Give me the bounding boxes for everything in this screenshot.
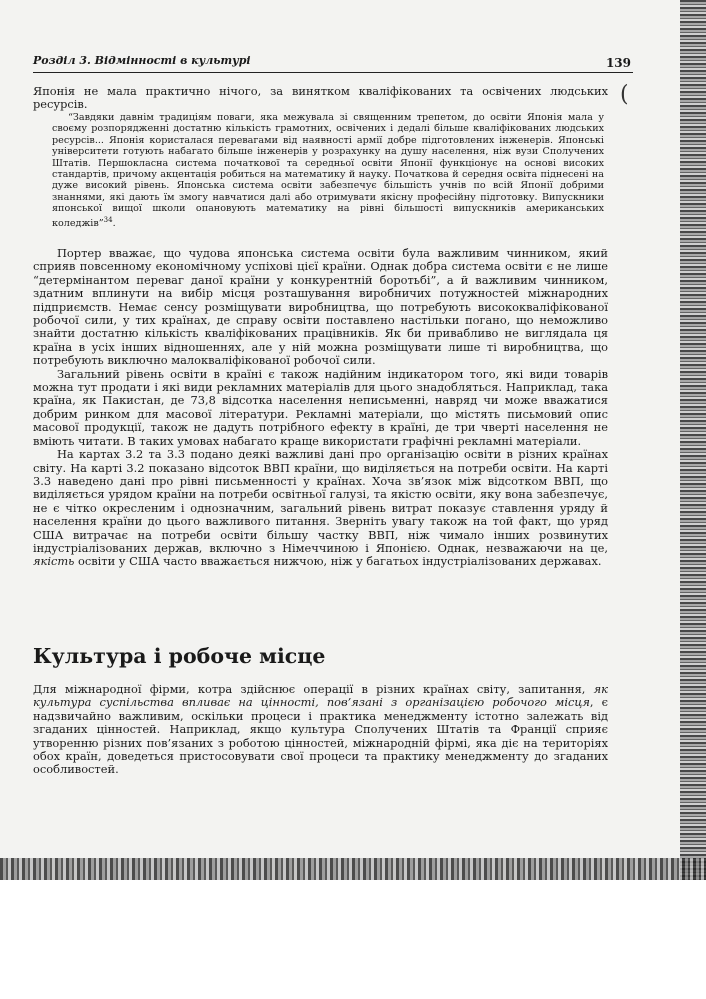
footnote-ref: 34 (103, 215, 113, 224)
page-number: 139 (605, 56, 631, 70)
intro-paragraph (33, 85, 608, 112)
margin-pencil-mark: ( (620, 82, 629, 107)
paragraph-maps-end: освіти у США часто вважається нижчою, ніж у багатьох індустріалізованих державах. (74, 554, 602, 569)
paragraph-maps-text: На картах 3.2 та 3.3 подано деякі важливі дані про організацію освіти в різних країнах світу. На карті 3.2 показано відсоток ВВП країни, що виділяється на потреби освіти. На карті 3.3 наведено дані про рівні письменності у країнах. Хоча зв’язок між відсотком ВВП, що виділяється урядом країни на потреби освітньої галузі, та якістю освіти, яку вона забезпечує, не є чітко окресленим і однозначним, загальний рівень витрат показує ставлення уряду й населення країни до цього важливого питання. Зверніть увагу також на той факт, що уряд США витрачає на потреби освіти більшу частку ВВП, ніж чимало інших розвинутих індустріалізованих держав, включно з Німеччиною і Японією. Однак, незважаючи на це, (33, 447, 608, 555)
scan-edge-right (680, 0, 706, 999)
section-p1-italic: як культура суспільства впливає на цінності, пов’язані з організацією робочого місця (33, 682, 608, 710)
blank-area (0, 880, 706, 999)
body-text (33, 247, 608, 569)
section-p1-start: Для міжнародної фірми, котра здійснює операції в різних країнах світу, запитання, (33, 682, 594, 696)
emphasis-quality: якість (33, 554, 75, 569)
paragraph-porter: Портер вважає, що чудова японська система освіти була важливим чинником, який сприяв повсенному економічному успіхові цієї країни. Однак добра система освіти є не лише “детермінантом переваг даної країни у конкурентній боротьбі”, а й важливим чинником, здатним вплинути на вибір місця розташування виробничих потужностей міжнародних підприємств. Немає сенсу розміщувати виробництва, що потребують висококваліфікованої робочої сили, у тих країнах, де справу освіти поставлено настільки погано, що неможливо знайти достатню кількість кваліфікованих працівників. Як би привабливо не виглядала ця країна в усіх інших відношеннях, але у ній можна розміщувати лише ті виробництва, що потребують виключно малокваліфікованої робочої сили. (33, 246, 608, 368)
block-quote (52, 112, 604, 229)
quote-end: . (112, 217, 116, 229)
intro-line: Японія не мала практично нічого, за винятком кваліфікованих та освічених людських ресурсів. (33, 84, 608, 112)
paragraph-literacy: Загальний рівень освіти в країні є також надійним індикатором того, які види товарів можна тут продати і які види рекламних матеріалів для цього знадобляться. Наприклад, така країна, як Пакистан, де 73,8 відсотка населення неписьменні, навряд чи може вважатися добрим ринком для масової літератури. Рекламні матеріали, що містять письмовий опис масової продукції, також не дадуть потрібного ефекту в країні, де три чверті населення не вміють читати. В таких умовах набагато краще використати графічні рекламні матеріали. (33, 366, 608, 448)
section-body (33, 683, 608, 777)
scan-edge-bottom (0, 858, 706, 880)
running-title: Розділ 3. Відмінності в культурі (33, 54, 251, 67)
paragraph-maps (33, 448, 608, 569)
section-paragraph (33, 683, 608, 777)
quote-text: “Завдяки давнім традиціям поваги, яка межувала зі священним трепетом, до освіти Японія мала у своєму розпорядженні достатню кількість грамотних, освічених і дедалі більше кваліфікованих людських ресурсів... Японія користалася перевагами від наявності армії добре підготовлених інженерів. Японські університети готують набагато більше інженерів у розрахунку на душу населення, ніж вузи Сполучених Штатів. Першокласна система початкової та середньої освіти Японії функціонує на основі високих стандартів, причому акцентація робиться на математику й науку. Початкова й середня освіта піднесені на дуже високий рівень. Японська система освіти забезпечує більшість учнів по всій Японії добрими знаннями, які дають їм змогу навчатися далі або отримувати якісну професійну підготовку. Випускники японської вищої школи опановують математику на рівні більшості випускників американських коледжів” (52, 112, 604, 229)
running-header (33, 52, 633, 73)
section-heading: Культура і робоче місце (33, 644, 326, 668)
section-p1-end: , є надзвичайно важливим, оскільки процеси і практика менеджменту істотно залежать від згаданих цінностей. Наприклад, якщо культура Сполучених Штатів та Франції сприяє утворенню різних пов’язаних з роботою цінностей, міжнародній фірмі, яка діє на територіях обох країн, доведеться пристосовувати свої процеси та практику менеджменту до згаданих особливостей. (33, 695, 608, 777)
